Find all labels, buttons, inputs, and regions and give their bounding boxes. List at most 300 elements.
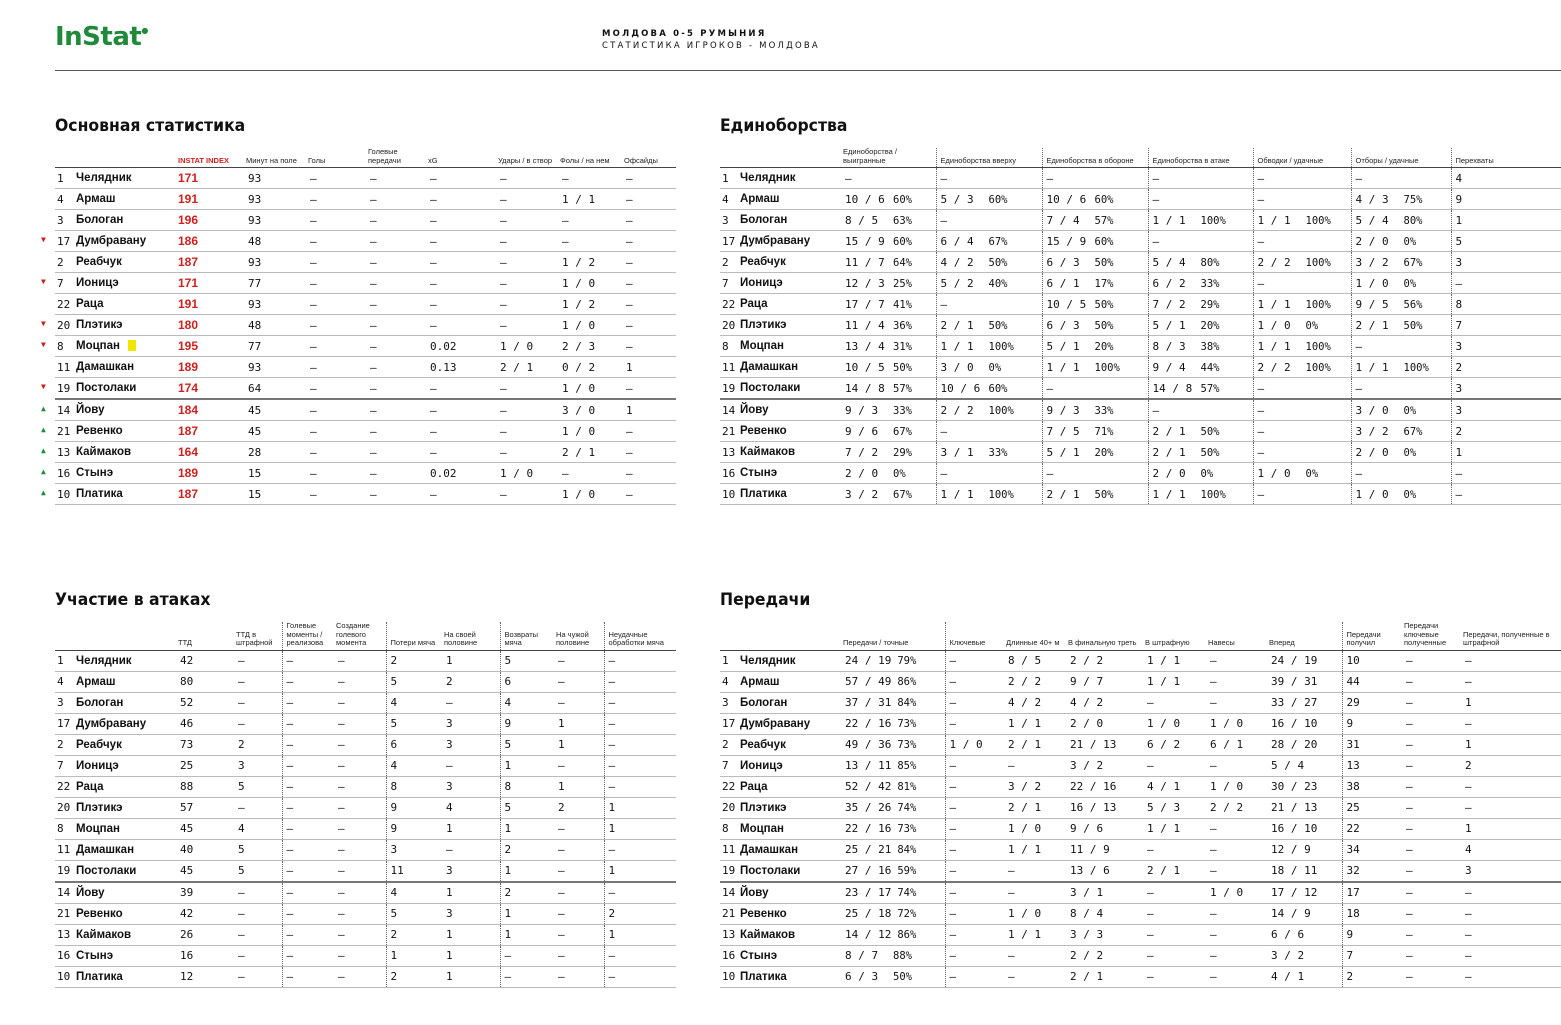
pass-stat: – <box>1208 692 1269 713</box>
stat-value: – <box>1152 171 1160 185</box>
stat-g: – <box>308 442 368 463</box>
stat-percent: 67% <box>893 488 912 501</box>
player-name <box>740 252 843 273</box>
substituted-out-icon: ▼ <box>41 339 46 349</box>
column-header: Неудачные обработки мяча <box>604 622 676 650</box>
table-row <box>720 797 1561 818</box>
duel-stat <box>1042 357 1148 378</box>
table-row <box>55 273 676 294</box>
passes-accurate <box>843 839 945 860</box>
pass-stat: – <box>945 650 1006 671</box>
stat-value: 2 / 0 <box>845 466 879 480</box>
interceptions: 7 <box>1451 315 1561 336</box>
stat-percent: 20% <box>1094 446 1114 459</box>
attack-stat: – <box>604 966 676 987</box>
stat-f: 2 / 1 <box>560 442 624 463</box>
substituted-out-icon: ▼ <box>41 234 46 244</box>
table-row <box>720 399 1561 421</box>
table-row <box>720 966 1561 987</box>
player-number: 3 <box>720 210 740 231</box>
stat-percent: 74% <box>897 802 917 814</box>
stat-value: – <box>1152 234 1160 248</box>
stat-f: 0 / 2 <box>560 357 624 378</box>
column-header: ТТД <box>178 622 236 650</box>
pass-stat: – <box>1208 860 1269 882</box>
player-name <box>740 818 843 839</box>
player-name-text: Думбравану <box>76 717 147 730</box>
player-name-text: Моцпан <box>76 340 120 352</box>
stat-min: 45 <box>246 399 308 421</box>
player-name-text: Бологан <box>740 696 788 709</box>
duel-stat <box>843 336 936 357</box>
duel-stat <box>1148 463 1253 484</box>
player-name-text: Стынэ <box>740 949 778 962</box>
attack-stat: – <box>282 903 336 924</box>
stat-xg: – <box>428 231 498 252</box>
column-header: Передачи / точные <box>843 622 945 650</box>
player-name <box>740 860 843 882</box>
player-name-text: Раца <box>740 780 768 793</box>
pass-stat: 22 / 16 <box>1068 776 1145 797</box>
interceptions: 4 <box>1451 168 1561 189</box>
attack-stat: 1 <box>444 650 500 671</box>
player-number: 22 <box>720 294 740 315</box>
pass-stat: 17 <box>1342 882 1404 904</box>
player-name-text: Йову <box>740 886 769 899</box>
player-name <box>76 945 178 966</box>
table-row <box>720 336 1561 357</box>
stat-off: – <box>624 231 676 252</box>
pass-stat: – <box>1145 966 1208 987</box>
stat-a: – <box>368 168 428 189</box>
player-name-text: Армаш <box>76 675 116 688</box>
pass-stat: – <box>1145 903 1208 924</box>
table-row <box>55 378 676 400</box>
stat-value: 24 / 19 <box>845 654 892 667</box>
player-name-text: Постолаки <box>740 382 801 394</box>
report-subtitle: СТАТИСТИКА ИГРОКОВ - МОЛДОВА <box>602 41 820 51</box>
attack-stat: – <box>500 966 556 987</box>
stat-value: 6 / 2 <box>1152 276 1186 290</box>
pass-stat: 34 <box>1342 839 1404 860</box>
duel-stat <box>1351 210 1451 231</box>
attack-stat: – <box>282 692 336 713</box>
stat-value: 5 / 1 <box>1046 339 1080 353</box>
stat-a: – <box>368 336 428 357</box>
attack-stat: – <box>556 818 604 839</box>
player-name-text: Стынэ <box>740 467 778 479</box>
stat-percent: 60% <box>893 193 912 206</box>
player-name <box>76 273 178 294</box>
player-name-text: Реабчук <box>76 256 122 268</box>
pass-stat: 14 / 9 <box>1269 903 1342 924</box>
attack-stat: 1 <box>500 924 556 945</box>
player-number: 21 ▲ <box>55 421 76 442</box>
pass-stat: 4 / 2 <box>1068 692 1145 713</box>
passes-table <box>720 622 1561 988</box>
player-name <box>76 378 178 400</box>
duel-stat <box>1042 442 1148 463</box>
attack-stat: – <box>556 671 604 692</box>
stat-value: – <box>940 171 948 185</box>
attack-stat: 1 <box>444 924 500 945</box>
stat-min: 45 <box>246 421 308 442</box>
stat-min: 93 <box>246 252 308 273</box>
duel-stat <box>1253 294 1351 315</box>
duel-stat <box>1148 315 1253 336</box>
attack-stat: 5 <box>500 797 556 818</box>
stat-value: 22 / 16 <box>845 717 892 730</box>
stat-value: 3 / 2 <box>1355 255 1389 269</box>
pass-stat: 18 <box>1342 903 1404 924</box>
stat-value: – <box>1355 466 1363 480</box>
duel-stat <box>843 231 936 252</box>
stat-sh: – <box>498 189 560 210</box>
pass-stat: 4 / 1 <box>1145 776 1208 797</box>
attack-stat: – <box>236 882 282 904</box>
pass-stat: 2 / 1 <box>1006 797 1068 818</box>
duel-stat <box>1042 210 1148 231</box>
column-header: Передачи получил <box>1342 622 1404 650</box>
attack-stat: 45 <box>178 860 236 882</box>
player-name-text: Платика <box>740 488 787 500</box>
stat-value: 1 / 1 <box>1257 297 1291 311</box>
stat-value: 5 / 1 <box>1046 445 1080 459</box>
player-name-text: Думбравану <box>76 235 147 247</box>
pass-stat: 1 / 1 <box>1145 650 1208 671</box>
stat-value: 11 / 4 <box>845 318 885 332</box>
duel-stat <box>1042 336 1148 357</box>
table-row <box>720 273 1561 294</box>
stat-value: 3 / 2 <box>1355 424 1389 438</box>
player-number: 11 <box>720 357 740 378</box>
duel-stat <box>1351 336 1451 357</box>
pass-stat: 31 <box>1342 734 1404 755</box>
column-header: Потери мяча <box>386 622 444 650</box>
pass-stat: – <box>945 818 1006 839</box>
player-name <box>76 755 178 776</box>
stat-value: 11 / 7 <box>845 255 885 269</box>
stat-sh: – <box>498 378 560 400</box>
pass-stat: – <box>1404 713 1463 734</box>
attack-stat: – <box>556 966 604 987</box>
instat-index: 196 <box>178 210 246 231</box>
duel-stat <box>1253 484 1351 505</box>
stat-value: 1 / 1 <box>1355 360 1389 374</box>
attack-stat: – <box>282 882 336 904</box>
main-stats-title: Основная статистика <box>55 116 246 136</box>
table-row <box>55 294 676 315</box>
player-name <box>76 189 178 210</box>
column-header: xG <box>428 148 498 168</box>
stat-value: 14 / 8 <box>845 381 885 395</box>
stat-percent: 50% <box>1094 488 1114 501</box>
highlight-marker <box>128 340 136 351</box>
player-name-text: Постолаки <box>76 382 137 394</box>
stat-value: 22 / 16 <box>845 822 892 835</box>
attack-stat: – <box>336 818 386 839</box>
pass-stat: 38 <box>1342 776 1404 797</box>
stat-value: 3 / 2 <box>845 487 879 501</box>
player-name-text: Ревенко <box>740 425 787 437</box>
instat-index: 187 <box>178 421 246 442</box>
player-name-text: Армаш <box>76 193 116 205</box>
player-name <box>740 650 843 671</box>
attack-stat: – <box>556 755 604 776</box>
instat-index: 187 <box>178 484 246 505</box>
player-name <box>740 378 843 400</box>
duel-stat <box>1351 484 1451 505</box>
attack-stat: 4 <box>236 818 282 839</box>
pass-stat: – <box>1404 692 1463 713</box>
stat-percent: 50% <box>1403 319 1423 332</box>
player-number: 1 <box>720 650 740 671</box>
attack-stat: 80 <box>178 671 236 692</box>
duel-stat <box>1351 294 1451 315</box>
stat-percent: 33% <box>988 446 1008 459</box>
attack-stat: – <box>444 692 500 713</box>
instat-index: 187 <box>178 252 246 273</box>
instat-index: 189 <box>178 463 246 484</box>
table-row <box>720 755 1561 776</box>
stat-value: 23 / 17 <box>845 886 892 899</box>
table-row <box>720 903 1561 924</box>
pass-stat: 1 <box>1463 692 1561 713</box>
table-row <box>720 924 1561 945</box>
player-name-text: Ионицэ <box>740 759 783 772</box>
player-name <box>740 734 843 755</box>
stat-value: 2 / 1 <box>1152 445 1186 459</box>
player-name-text: Раца <box>740 298 768 310</box>
pass-stat: – <box>1404 776 1463 797</box>
stat-percent: 100% <box>1094 361 1120 374</box>
stat-value: 5 / 4 <box>1152 255 1186 269</box>
pass-stat: – <box>1404 945 1463 966</box>
table-row <box>720 378 1561 400</box>
match-title: МОЛДОВА 0-5 РУМЫНИЯ <box>602 29 767 39</box>
duel-stat <box>1148 378 1253 400</box>
stat-percent: 100% <box>988 340 1014 353</box>
stat-min: 64 <box>246 378 308 400</box>
attack-stat: – <box>336 882 386 904</box>
stat-f: – <box>560 231 624 252</box>
interceptions: 3 <box>1451 378 1561 400</box>
stat-xg: – <box>428 442 498 463</box>
pass-stat: – <box>1208 924 1269 945</box>
interceptions: 2 <box>1451 357 1561 378</box>
stat-a: – <box>368 273 428 294</box>
player-name <box>740 945 843 966</box>
stat-percent: 0% <box>1403 446 1417 459</box>
attack-stat: – <box>604 713 676 734</box>
interceptions: 3 <box>1451 399 1561 421</box>
table-row <box>55 945 676 966</box>
duel-stat <box>1351 378 1451 400</box>
player-number: 4 <box>720 671 740 692</box>
passes-accurate <box>843 755 945 776</box>
stat-value: 4 / 3 <box>1355 192 1389 206</box>
pass-stat: – <box>945 713 1006 734</box>
stat-percent: 40% <box>988 277 1008 290</box>
stat-value: 7 / 5 <box>1046 424 1080 438</box>
passes-accurate <box>843 650 945 671</box>
pass-stat: 8 / 4 <box>1068 903 1145 924</box>
pass-stat: – <box>1463 924 1561 945</box>
pass-stat: 3 / 1 <box>1068 882 1145 904</box>
stat-percent: 74% <box>897 887 917 899</box>
duel-stat <box>1042 231 1148 252</box>
pass-stat: 13 / 6 <box>1068 860 1145 882</box>
attack-stat: – <box>604 776 676 797</box>
attack-stat: 1 <box>500 818 556 839</box>
attack-stat: – <box>604 650 676 671</box>
stat-value: – <box>940 466 948 480</box>
attack-stat: – <box>336 924 386 945</box>
player-name <box>76 336 178 357</box>
player-name <box>740 463 843 484</box>
stat-percent: 100% <box>1305 214 1331 227</box>
pass-stat: 2 <box>1463 755 1561 776</box>
stat-sh: – <box>498 484 560 505</box>
attack-stat: 1 <box>500 860 556 882</box>
duel-stat <box>1148 399 1253 421</box>
player-number: 7 ▼ <box>55 273 76 294</box>
substituted-in-icon: ▲ <box>41 403 46 413</box>
table-row <box>720 860 1561 882</box>
player-name <box>76 839 178 860</box>
substituted-out-icon: ▼ <box>41 276 46 286</box>
pass-stat: – <box>1208 650 1269 671</box>
instat-index: 171 <box>178 273 246 294</box>
attack-stat: – <box>556 945 604 966</box>
interceptions: – <box>1451 463 1561 484</box>
duels-table <box>720 148 1561 505</box>
stat-sh: 1 / 0 <box>498 336 560 357</box>
player-name-text: Стынэ <box>76 949 114 962</box>
pass-stat: 22 <box>1342 818 1404 839</box>
attack-stat: 1 <box>444 882 500 904</box>
attack-stat: 5 <box>500 650 556 671</box>
stat-value: 9 / 4 <box>1152 360 1186 374</box>
stat-percent: 38% <box>1200 340 1220 353</box>
pass-stat: 1 / 1 <box>1145 671 1208 692</box>
stat-value: – <box>940 213 948 227</box>
stat-value: 15 / 9 <box>1046 234 1087 248</box>
interceptions: 3 <box>1451 252 1561 273</box>
attack-stat: 3 <box>386 839 444 860</box>
stat-f: 3 / 0 <box>560 399 624 421</box>
pass-stat: – <box>1145 945 1208 966</box>
instat-index: 189 <box>178 357 246 378</box>
stat-off: – <box>624 315 676 336</box>
duel-stat <box>936 484 1042 505</box>
stat-value: 2 / 1 <box>1152 424 1186 438</box>
instat-logo: InStat● <box>55 22 148 52</box>
pass-stat: 6 / 1 <box>1208 734 1269 755</box>
player-name <box>740 294 843 315</box>
attack-stat: – <box>282 860 336 882</box>
attacks-table <box>55 622 676 988</box>
player-number: 14 <box>55 882 76 904</box>
pass-stat: 30 / 23 <box>1269 776 1342 797</box>
passes-accurate <box>843 776 945 797</box>
pass-stat: 39 / 31 <box>1269 671 1342 692</box>
stat-value: 2 / 0 <box>1152 466 1186 480</box>
attack-stat: 46 <box>178 713 236 734</box>
pass-stat: – <box>1145 692 1208 713</box>
attack-stat: 5 <box>386 903 444 924</box>
stat-percent: 57% <box>1094 214 1114 227</box>
pass-stat: 2 / 2 <box>1208 797 1269 818</box>
stat-percent: 0% <box>1200 467 1214 480</box>
pass-stat: 32 <box>1342 860 1404 882</box>
stat-g: – <box>308 378 368 400</box>
stat-percent: 50% <box>1094 256 1114 269</box>
duel-stat <box>843 378 936 400</box>
instat-index: 186 <box>178 231 246 252</box>
attack-stat: – <box>336 755 386 776</box>
player-name <box>740 399 843 421</box>
table-row <box>720 421 1561 442</box>
stat-percent: 100% <box>1200 488 1226 501</box>
stat-min: 28 <box>246 442 308 463</box>
pass-stat: – <box>945 966 1006 987</box>
player-name-text: Думбравану <box>740 235 811 247</box>
stat-value: 10 / 6 <box>1046 192 1087 206</box>
duel-stat <box>843 357 936 378</box>
player-name <box>76 168 178 189</box>
duel-stat <box>1042 378 1148 400</box>
passes-accurate <box>843 818 945 839</box>
stat-value: 1 / 0 <box>1355 487 1389 501</box>
main-stats-table <box>41 147 676 505</box>
stat-xg: – <box>428 378 498 400</box>
player-name-text: Дамашкан <box>76 843 135 856</box>
table-row <box>55 924 676 945</box>
column-header <box>55 622 76 650</box>
player-number: 17 <box>720 231 740 252</box>
pass-stat: 24 / 19 <box>1269 650 1342 671</box>
player-name-text: Ионицэ <box>76 277 119 289</box>
table-row <box>55 421 676 442</box>
stat-xg: – <box>428 168 498 189</box>
player-number: 19 <box>720 860 740 882</box>
player-name-text: Платика <box>740 970 787 983</box>
stat-sh: – <box>498 168 560 189</box>
stat-g: – <box>308 357 368 378</box>
duel-stat <box>843 252 936 273</box>
attack-stat: – <box>336 671 386 692</box>
player-name-text: Ревенко <box>76 425 123 437</box>
player-name-text: Раца <box>76 298 104 310</box>
stat-a: – <box>368 252 428 273</box>
stat-value: 2 / 2 <box>940 403 974 417</box>
duel-stat <box>1148 273 1253 294</box>
stat-off: – <box>624 421 676 442</box>
player-name-text: Каймаков <box>76 928 132 941</box>
pass-stat: – <box>1404 671 1463 692</box>
column-header: Возвраты мяча <box>500 622 556 650</box>
player-name <box>740 210 843 231</box>
table-row <box>55 399 676 421</box>
pass-stat: – <box>1208 966 1269 987</box>
attack-stat: 6 <box>386 734 444 755</box>
table-row <box>720 463 1561 484</box>
stat-sh: – <box>498 442 560 463</box>
player-name-text: Ревенко <box>740 907 787 920</box>
attack-stat: – <box>282 797 336 818</box>
stat-value: – <box>1355 339 1363 353</box>
